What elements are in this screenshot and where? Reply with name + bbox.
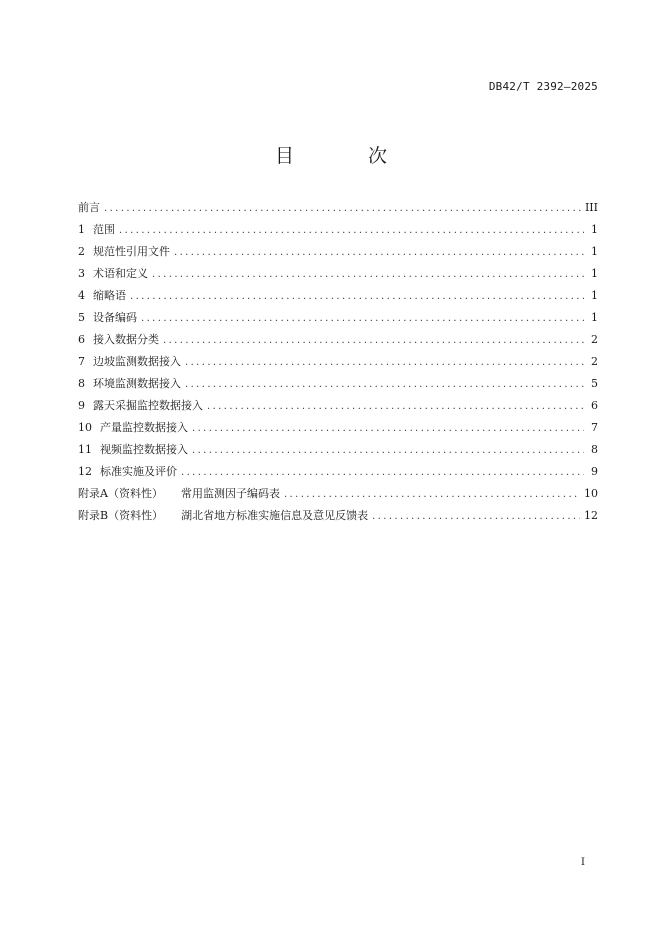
toc-leader-dots xyxy=(284,489,580,500)
toc-entry-label: 附录A（资料性） 常用监测因子编码表 xyxy=(78,487,280,500)
toc-entry-label: 11 视频监控数据接入 xyxy=(78,443,188,456)
toc-entry-number: 5 xyxy=(78,311,85,324)
toc-entry-label: 9 露天采掘监控数据接入 xyxy=(78,399,203,412)
toc-entry-1[interactable] xyxy=(78,221,598,243)
toc-entry-page: 12 xyxy=(584,509,598,522)
toc-entry-2[interactable] xyxy=(78,243,598,265)
toc-entry-foreword[interactable] xyxy=(78,199,598,221)
toc-entry-10[interactable] xyxy=(78,419,598,441)
toc-entry-page: 5 xyxy=(591,377,598,390)
toc-entry-page: 8 xyxy=(591,443,598,456)
toc-leader-dots xyxy=(192,445,584,456)
toc-entry-label: 2 规范性引用文件 xyxy=(78,245,170,258)
toc-entry-page: 10 xyxy=(584,487,598,500)
toc-entry-page: 2 xyxy=(591,355,598,368)
toc-leader-dots xyxy=(152,269,584,280)
toc-leader-dots xyxy=(141,313,584,324)
toc-entry-page: 1 xyxy=(591,311,598,324)
toc-leader-dots xyxy=(119,225,584,236)
document-code: DB42/T 2392—2025 xyxy=(488,80,598,93)
toc-leader-dots xyxy=(192,423,584,434)
toc-leader-dots xyxy=(130,291,584,302)
toc-leader-dots xyxy=(163,335,584,346)
toc-entry-number: 11 xyxy=(78,443,92,456)
toc-entry-3[interactable] xyxy=(78,265,598,287)
toc-entry-number: 附录A（资料性） xyxy=(78,487,163,500)
toc-entry-number: 附录B（资料性） xyxy=(78,509,164,522)
toc-entry-page: 1 xyxy=(591,245,598,258)
toc-entry-5[interactable] xyxy=(78,309,598,331)
toc-entry-number: 2 xyxy=(78,245,85,258)
toc-entry-appendix-a[interactable] xyxy=(78,485,598,507)
toc-entry-4[interactable] xyxy=(78,287,598,309)
toc-entry-number: 6 xyxy=(78,333,85,346)
table-of-contents xyxy=(78,199,598,529)
toc-entry-number: 4 xyxy=(78,289,85,302)
toc-entry-page: III xyxy=(584,201,598,214)
toc-entry-page: 6 xyxy=(591,399,598,412)
toc-entry-page: 1 xyxy=(591,267,598,280)
toc-entry-label: 1 范围 xyxy=(78,223,115,236)
toc-entry-label: 4 缩略语 xyxy=(78,289,126,302)
toc-entry-number: 1 xyxy=(78,223,85,236)
toc-leader-dots xyxy=(185,379,584,390)
page-number: I xyxy=(581,857,585,868)
toc-leader-dots xyxy=(185,357,584,368)
toc-entry-number: 8 xyxy=(78,377,85,390)
toc-leader-dots xyxy=(372,511,580,522)
toc-leader-dots xyxy=(181,467,584,478)
toc-leader-dots xyxy=(104,203,581,214)
toc-entry-label: 附录B（资料性） 湖北省地方标准实施信息及意见反馈表 xyxy=(78,509,369,522)
toc-leader-dots xyxy=(174,247,584,258)
toc-entry-label: 6 接入数据分类 xyxy=(78,333,159,346)
toc-entry-11[interactable] xyxy=(78,441,598,463)
page-title: 目 次 xyxy=(274,145,422,167)
toc-entry-page: 2 xyxy=(591,333,598,346)
toc-entry-number: 9 xyxy=(78,399,85,412)
toc-entry-label: 12 标准实施及评价 xyxy=(78,465,177,478)
toc-entry-label: 3 术语和定义 xyxy=(78,267,148,280)
toc-entry-6[interactable] xyxy=(78,331,598,353)
toc-entry-number: 10 xyxy=(78,421,92,434)
toc-entry-8[interactable] xyxy=(78,375,598,397)
toc-entry-number: 12 xyxy=(78,465,92,478)
toc-entry-page: 9 xyxy=(591,465,598,478)
toc-entry-number: 7 xyxy=(78,355,85,368)
toc-entry-label: 10 产量监控数据接入 xyxy=(78,421,188,434)
toc-leader-dots xyxy=(207,401,584,412)
toc-entry-page: 1 xyxy=(591,289,598,302)
toc-entry-label: 7 边坡监测数据接入 xyxy=(78,355,181,368)
toc-entry-page: 1 xyxy=(591,223,598,236)
toc-entry-page: 7 xyxy=(591,421,598,434)
toc-entry-number: 3 xyxy=(78,267,85,280)
toc-entry-7[interactable] xyxy=(78,353,598,375)
toc-entry-9[interactable] xyxy=(78,397,598,419)
toc-entry-label: 8 环境监测数据接入 xyxy=(78,377,181,390)
toc-entry-appendix-b[interactable] xyxy=(78,507,598,529)
toc-entry-12[interactable] xyxy=(78,463,598,485)
toc-entry-label: 5 设备编码 xyxy=(78,311,137,324)
toc-entry-label: 前言 xyxy=(78,201,100,214)
